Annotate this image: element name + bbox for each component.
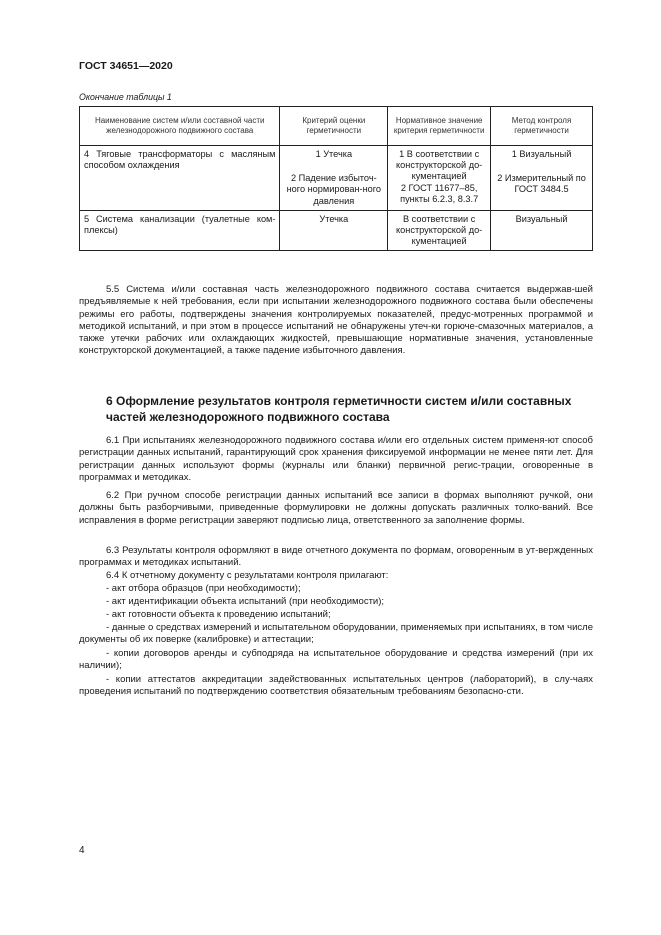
cell-method xyxy=(491,146,593,211)
hermeticity-table xyxy=(79,106,593,251)
criteria-item: 1 Утечка xyxy=(315,149,353,159)
cell-criteria xyxy=(280,146,388,211)
method-item: 1 Визуальный xyxy=(511,149,572,159)
paragraph-6-4: 6.4 К отчетному документу с результатами контроля прилагают: xyxy=(106,570,389,581)
paragraph-6-3: 6.3 Результаты контроля оформляют в виде отчетного документа по формам, оговоренным в ут-вержденных программах и методиках испытаний. xyxy=(79,545,593,569)
column-header: Наименование систем и/или составной части железнодорожного подвижного состава xyxy=(80,107,280,146)
cell-system-name: 4 Тяговые трансформаторы с масляным способом охлаждения xyxy=(80,146,280,211)
page-number: 4 xyxy=(79,845,85,856)
list-item: - акт идентификации объекта испытаний (при необходимости); xyxy=(106,596,385,607)
list-item: - данные о средствах измерений и испытательном оборудовании, применяемых при испытаниях, в том числе документы об их поверке (калибровке) и аттестации; xyxy=(79,622,593,646)
cell-system-name: 5 Система канализации (туалетные ком-плексы) xyxy=(80,210,280,251)
list-item: - копии договоров аренды и субподряда на испытательное оборудование и средства измерений (при их наличии); xyxy=(79,648,593,672)
list-item: - акт отбора образцов (при необходимости); xyxy=(106,583,301,594)
paragraph-6-2: 6.2 При ручном способе регистрации данных испытаний все записи в формах выполняют ручкой, они должны быть разборчивыми, приведенные формулировки не должны допускать различных толко-ваний. Все исправления в форме регистрации заверяют подписью лица, ответственного за заполнение формы. xyxy=(79,490,593,526)
norm-item: 1 В соответствии с конструкторской до-кументацией xyxy=(396,149,483,182)
norm-item: 2 ГОСТ 11677–85, пункты 6.2.3, 8.3.7 xyxy=(400,182,479,204)
column-header: Метод контроля герметичности xyxy=(491,107,593,146)
document-code-header: ГОСТ 34651—2020 xyxy=(79,60,173,72)
table-caption: Окончание таблицы 1 xyxy=(79,92,172,102)
cell-criteria: Утечка xyxy=(280,210,388,251)
section-6-heading: 6 Оформление результатов контроля герметичности систем и/или составных частей железнодорожного подвижного состава xyxy=(106,394,572,424)
table-header-row xyxy=(80,107,593,146)
table-row xyxy=(80,146,593,211)
table-row xyxy=(80,210,593,251)
column-header: Критерий оценки герметичности xyxy=(280,107,388,146)
criteria-item: 2 Падение избыточ-ного нормирован-ного давления xyxy=(286,173,382,206)
cell-norm xyxy=(388,146,491,211)
list-item: - копии аттестатов аккредитации задействованных испытательных центров (лабораторий), в слу-чаях проведения испытаний по подтверждению соответствия обязательным требованиям безопасно-сти. xyxy=(79,674,593,698)
paragraph-6-1: 6.1 При испытаниях железнодорожного подвижного состава и/или его отдельных систем применя-ют способ регистрации данных испытаний, гарантирующий срок хранения фиксируемой информации не менее пяти лет. Для регистрации данных используют формы (журналы или бланки) первичной регис-трации, оговоренные в программах и методиках. xyxy=(79,435,593,483)
paragraph-5-5: 5.5 Система и/или составная часть железнодорожного подвижного состава считается выдержав-шей предъявляемые к ней требования, если при испытании железнодорожного подвижного состава были обеспечены режимы его работы, подтверждены значения контролируемых показателей, предус-мотренных программой и методикой испытаний, и при этом в процессе испытаний не обнаружены утеч-ки горюче-смазочных материалов, а также утечки рабочих или охлаждающих жидкостей, превышающие нормативные значения, установленные конструкторской документацией, а также падение избыточного давления. xyxy=(79,284,593,357)
method-item: 2 Измерительный по ГОСТ 3484.5 xyxy=(497,173,586,195)
list-item: - акт готовности объекта к проведению испытаний; xyxy=(106,609,331,620)
column-header: Нормативное значение критерия герметичности xyxy=(388,107,491,146)
cell-norm: В соответствии с конструкторской до-кументацией xyxy=(388,210,491,251)
cell-method: Визуальный xyxy=(491,210,593,251)
